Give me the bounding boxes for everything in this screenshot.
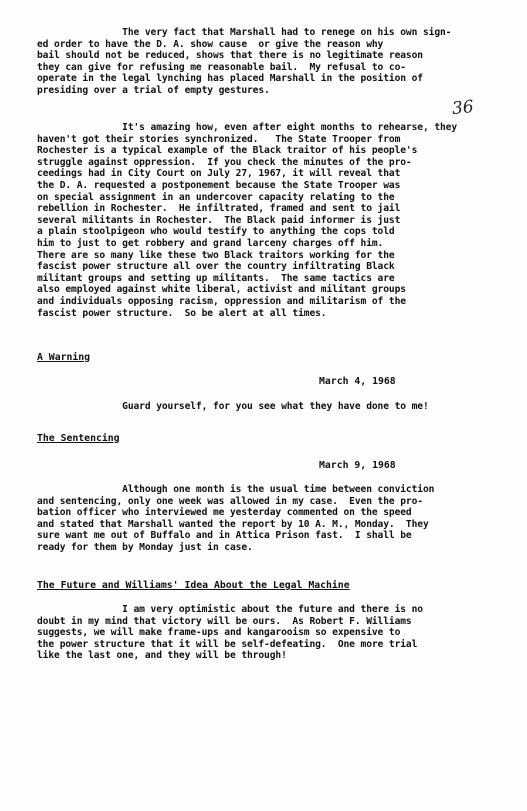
paragraph-state-trooper: It's amazing how, even after eight months to rehearse, they haven't got their stories synchronized. The State Trooper from Rochester is a typical example of the Black traitor of his people's struggle against oppression. If you check the minutes of the pro- ceedings had in City Court on July 27, 1967, it will reveal that the D. A. requested a postponement because the State Trooper was on special assignment in an undercover capacity relating to the rebellion in Rochester. He infiltrated, framed and sent to jail several militants in Rochester. The Black paid informer is just a plain stoolpigeon who would testify to anything the cops told him to just to get robbery and grand larceny charges off him. There are so many like these two Black traitors working for the fascist power structure all over the country infiltrating Black militant groups and setting up militants. The same tactics are also employed against white liberal, activist and militant groups and individuals opposing racism, oppression and militarism of the fascist power structure. So be alert at all times.: [37, 122, 458, 319]
date-march-4: March 4, 1968: [319, 376, 396, 387]
heading-the-future: The Future and Williams' Idea About the Legal Machine: [37, 580, 350, 591]
heading-a-warning: A Warning: [37, 352, 91, 363]
paragraph-warning: Guard yourself, for you see what they have done to me!: [37, 401, 429, 412]
paragraph-future: I am very optimistic about the future and there is no doubt in my mind that victory will be ours. As Robert F. Williams suggests, we will make frame-ups and kangarooism so expensive to the power structure that it will be self-defeating. One more trial like the last one, and they will be through!: [37, 604, 423, 662]
handwritten-page-number: 36: [451, 96, 475, 120]
paragraph-bail: The very fact that Marshall had to renege on his own sign- ed order to have the D. A. show cause or give the reason why bail should not be reduced, shows that there is no legitimate reason they can give for refusing me reasonable bail. My refusal to co- operate in the legal lynching has placed Marshall in the position of presiding over a trial of empty gestures.: [37, 27, 452, 96]
date-march-9: March 9, 1968: [319, 460, 396, 471]
heading-the-sentencing: The Sentencing: [37, 433, 120, 444]
paragraph-sentencing: Although one month is the usual time between conviction and sentencing, only one week was allowed in my case. Even the pro- bation officer who interviewed me yesterday commented on the speed and stated that Marshall wanted the report by 10 A. M., Monday. They sure want me out of Buffalo and in Attica Prison fast. I shall be ready for them by Monday just in case.: [37, 484, 435, 553]
